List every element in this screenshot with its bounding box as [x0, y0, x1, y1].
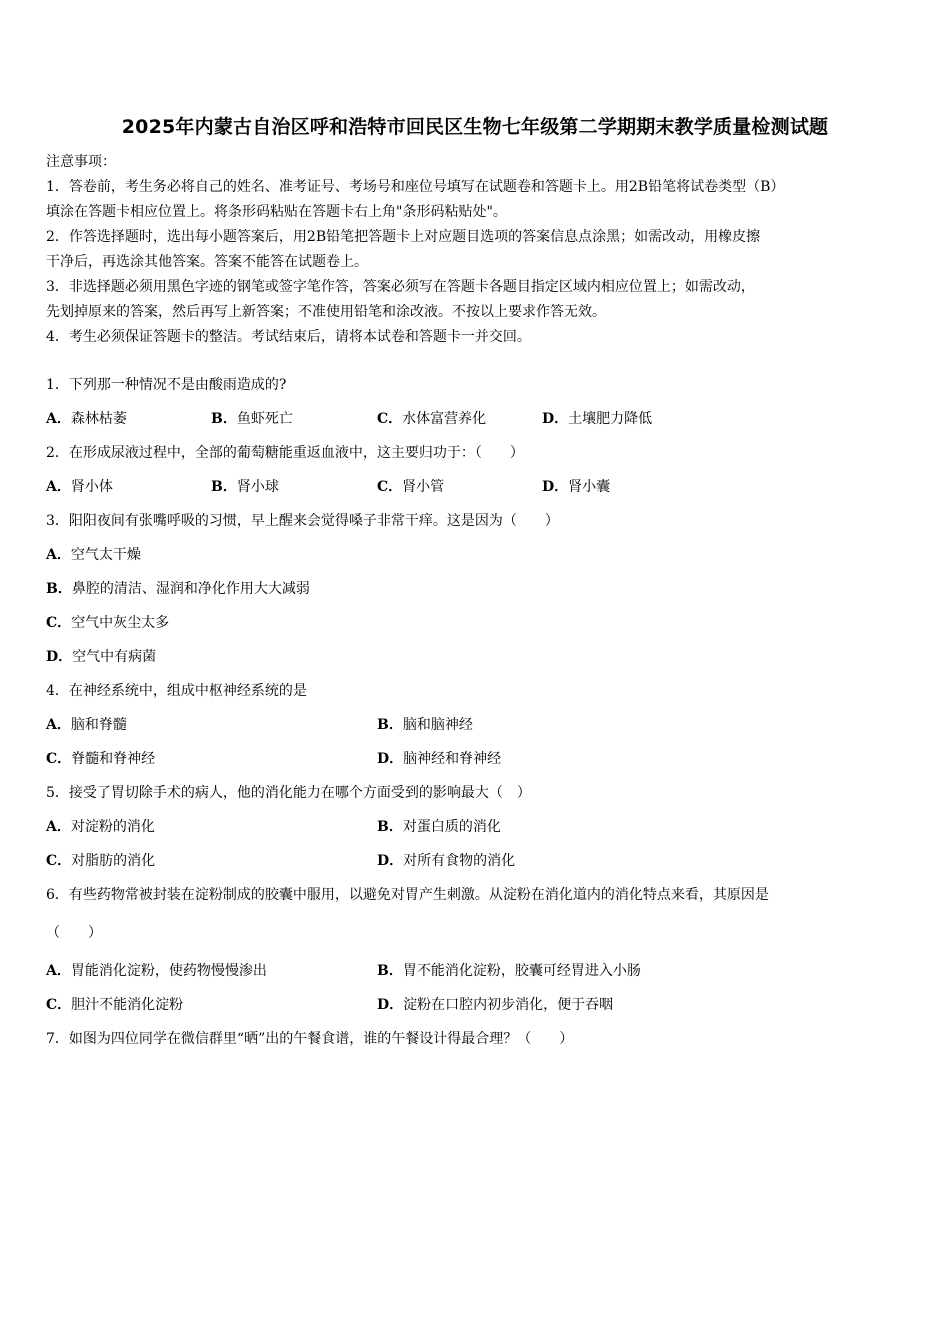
question-stem: 2．在形成尿液过程中，全部的葡萄糖能重返血液中，这主要归功于：（ ）	[46, 445, 524, 461]
notice-line: 填涂在答题卡相应位置上。将条形码粘贴在答题卡右上角"条形码粘贴处"。	[46, 204, 507, 220]
question-list	[46, 372, 916, 1060]
option-key: C．	[377, 479, 403, 495]
option-text: 水体富营养化	[402, 411, 487, 427]
option-row	[46, 992, 916, 1026]
question-stem: 3．阳阳夜间有张嘴呼吸的习惯，早上醒来会觉得嗓子非常干痒。这是因为（ ）	[46, 513, 559, 529]
option-key: B．	[211, 479, 237, 495]
question-stem: 4．在神经系统中，组成中枢神经系统的是	[46, 683, 307, 699]
option-text: 鱼虾死亡	[236, 411, 293, 427]
option-c	[377, 474, 444, 500]
option-text: 对脂肪的消化	[71, 853, 156, 869]
option-key: D．	[46, 649, 73, 665]
option-c	[46, 746, 155, 772]
option-text: 肾小球	[236, 479, 279, 495]
option-text: 对蛋白质的消化	[402, 819, 501, 835]
option-text: 空气中灰尘太多	[71, 615, 170, 631]
option-text: 鼻腔的清洁、湿润和净化作用大大减弱	[71, 581, 310, 597]
option-key: A．	[46, 479, 71, 495]
option-a	[46, 406, 127, 432]
option-key: A．	[46, 963, 71, 979]
option-a	[46, 474, 113, 500]
option-key: B．	[377, 717, 403, 733]
option-row	[46, 644, 916, 678]
option-c	[377, 406, 486, 432]
option-row	[46, 958, 916, 992]
option-key: C．	[377, 411, 403, 427]
option-key: C．	[46, 615, 72, 631]
option-text: 对淀粉的消化	[70, 819, 155, 835]
option-d	[377, 746, 501, 772]
option-key: B．	[377, 963, 403, 979]
option-b	[46, 576, 310, 602]
option-text: 肾小体	[70, 479, 113, 495]
option-c	[46, 992, 183, 1018]
option-text: 空气太干燥	[70, 547, 141, 563]
option-text: 空气中有病菌	[72, 649, 157, 665]
option-key: B．	[211, 411, 237, 427]
question-stem: 5．接受了胃切除手术的病人，他的消化能力在哪个方面受到的影响最大（ ）	[46, 785, 531, 801]
option-text: 淀粉在口腔内初步消化，便于吞咽	[403, 997, 614, 1013]
option-key: A．	[46, 819, 71, 835]
option-key: D．	[377, 853, 404, 869]
option-a	[46, 712, 127, 738]
option-key: A．	[46, 717, 71, 733]
option-b	[377, 814, 501, 840]
option-a	[46, 814, 155, 840]
option-text: 胃不能消化淀粉，胶囊可经胃进入小肠	[402, 963, 641, 979]
notice-section	[46, 150, 906, 350]
option-c	[46, 610, 169, 636]
option-d	[542, 474, 610, 500]
option-a	[46, 542, 141, 568]
option-d	[542, 406, 652, 432]
option-key: C．	[46, 997, 72, 1013]
option-key: C．	[46, 853, 72, 869]
notice-line: 2．作答选择题时，选出每小题答案后，用2B铅笔把答题卡上对应题目选项的答案信息点涂黑；如需改动，用橡皮擦	[46, 229, 761, 245]
option-text: 脊髓和脊神经	[71, 751, 156, 767]
question-stem-continued: （ ）	[46, 925, 102, 941]
option-c	[46, 848, 155, 874]
option-key: B．	[46, 581, 72, 597]
option-row	[46, 474, 916, 508]
option-key: D．	[542, 411, 569, 427]
option-d	[46, 644, 156, 670]
option-text: 脑和脊髓	[70, 717, 127, 733]
option-key: D．	[377, 997, 404, 1013]
option-text: 脑神经和脊神经	[403, 751, 502, 767]
notice-line: 3．非选择题必须用黑色字迹的钢笔或签字笔作答，答案必须写在答题卡各题目指定区域内相应位置上；如需改动，	[46, 279, 755, 295]
option-key: C．	[46, 751, 72, 767]
question-stem: 7．如图为四位同学在微信群里“晒”出的午餐食谱，谁的午餐设计得最合理？（ ）	[46, 1031, 574, 1047]
option-text: 土壤肥力降低	[568, 411, 653, 427]
option-row	[46, 746, 916, 780]
option-b	[377, 712, 473, 738]
option-text: 胆汁不能消化淀粉	[71, 997, 184, 1013]
option-row	[46, 576, 916, 610]
notice-line: 干净后，再选涂其他答案。答案不能答在试题卷上。	[46, 254, 368, 270]
option-row	[46, 848, 916, 882]
option-key: D．	[542, 479, 569, 495]
option-row	[46, 542, 916, 576]
option-b	[211, 406, 293, 432]
option-key: A．	[46, 547, 71, 563]
notice-heading: 注意事项：	[46, 154, 116, 170]
option-row	[46, 712, 916, 746]
option-text: 肾小管	[402, 479, 445, 495]
option-key: D．	[377, 751, 404, 767]
option-text: 胃能消化淀粉，使药物慢慢渗出	[70, 963, 267, 979]
notice-line: 4．考生必须保证答题卡的整洁。考试结束后，请将本试卷和答题卡一并交回。	[46, 329, 531, 345]
option-d	[377, 992, 613, 1018]
option-row	[46, 406, 916, 440]
option-text: 森林枯萎	[70, 411, 127, 427]
option-row	[46, 814, 916, 848]
option-d	[377, 848, 515, 874]
notice-line: 先划掉原来的答案，然后再写上新答案；不准使用铅笔和涂改液。不按以上要求作答无效。	[46, 304, 606, 320]
notice-line: 1．答卷前，考生务必将自己的姓名、准考证号、考场号和座位号填写在试题卷和答题卡上。用2B铅笔将试卷类型（B）	[46, 179, 785, 195]
option-key: B．	[377, 819, 403, 835]
option-key: A．	[46, 411, 71, 427]
option-text: 脑和脑神经	[402, 717, 473, 733]
option-a	[46, 958, 267, 984]
option-row	[46, 610, 916, 644]
option-b	[377, 958, 641, 984]
question-stem: 6．有些药物常被封装在淀粉制成的胶囊中服用，以避免对胃产生刺激。从淀粉在消化道内的消化特点来看，其原因是	[46, 887, 769, 903]
option-text: 对所有食物的消化	[403, 853, 516, 869]
question-stem: 1．下列那一种情况不是由酸雨造成的?	[46, 377, 287, 393]
page-title: 2025年内蒙古自治区呼和浩特市回民区生物七年级第二学期期末教学质量检测试题	[121, 116, 829, 138]
option-text: 肾小囊	[568, 479, 611, 495]
option-b	[211, 474, 279, 500]
